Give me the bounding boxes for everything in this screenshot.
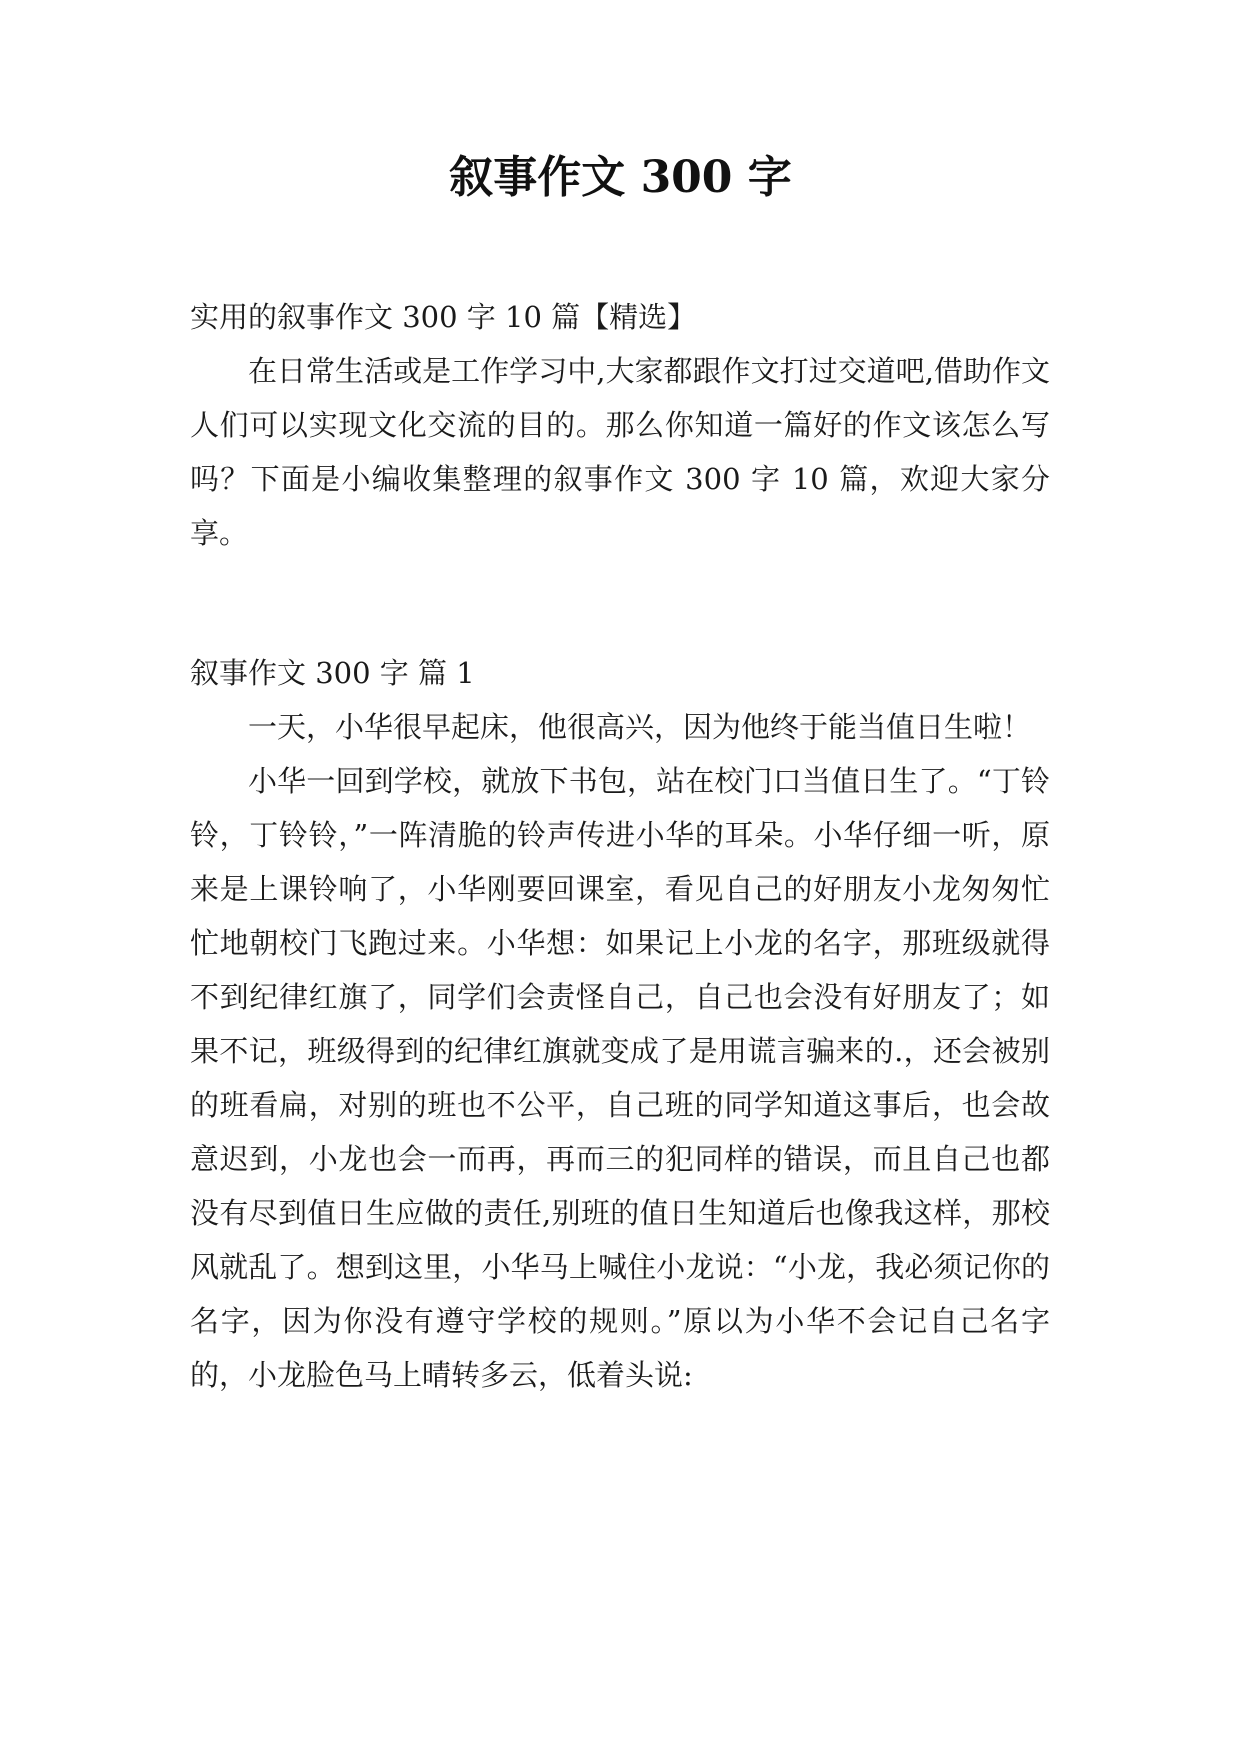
- story-paragraph: 小华一回到学校，就放下书包，站在校门口当值日生了。“丁铃铃，丁铃铃，”一阵清脆的铃声传进小华的耳朵。小华仔细一听，原来是上课铃响了，小华刚要回课室，看见自己的好朋友小龙匆匆忙忙地朝校门飞跑过来。小华想：如果记上小龙的名字，那班级就得不到纪律红旗了，同学们会责怪自己，自己也会没有好朋友了；如果不记，班级得到的纪律红旗就变成了是用谎言骗来的.，还会被别的班看扁，对别的班也不公平，自己班的同学知道这事后，也会故意迟到，小龙也会一而再，再而三的犯同样的错误，而且自己也都没有尽到值日生应做的责任,别班的值日生知道后也像我这样，那校风就乱了。想到这里，小华马上喊住小龙说：“小龙，我必须记你的名字，因为你没有遵守学校的规则。”原以为小华不会记自己名字的，小龙脸色马上晴转多云，低着头说:: [190, 764, 1050, 1392]
- section-heading: 叙事作文 300 字 篇 1: [190, 656, 475, 690]
- document-subtitle: 实用的叙事作文 300 字 10 篇【精选】: [190, 300, 697, 334]
- document-title: 叙事作文 300 字: [449, 152, 792, 203]
- document-body: [190, 290, 1050, 1402]
- story-paragraph: 一天，小华很早起床，他很高兴，因为他终于能当值日生啦！: [248, 710, 1032, 744]
- section-spacer: [190, 560, 1050, 646]
- intro-paragraph: 在日常生活或是工作学习中,大家都跟作文打过交道吧,借助作文人们可以实现文化交流的目的。那么你知道一篇好的作文该怎么写吗？下面是小编收集整理的叙事作文 300 字 10 篇，欢迎大家分享。: [190, 354, 1050, 550]
